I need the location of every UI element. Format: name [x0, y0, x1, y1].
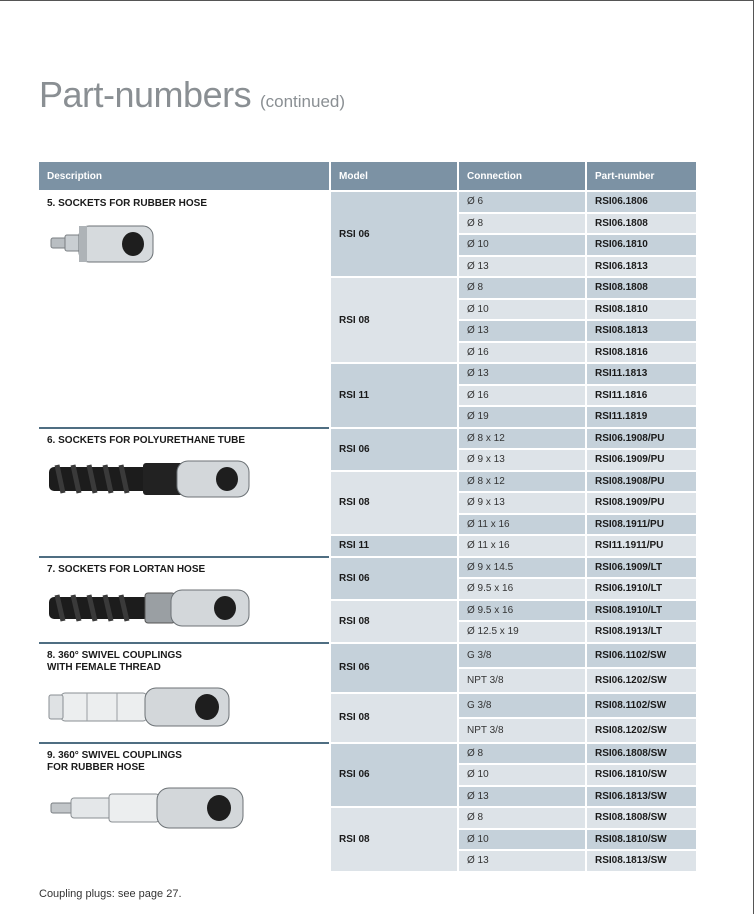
- part-number-cell: RSI08.1808: [586, 277, 696, 299]
- model-cell: RSI 11: [330, 535, 458, 557]
- table-header-row: [39, 162, 696, 191]
- page-title-suffix: (continued): [259, 92, 346, 111]
- part-number-cell: RSI06.1102/SW: [586, 643, 696, 668]
- part-number-cell: RSI11.1816: [586, 385, 696, 407]
- page-title: [39, 74, 345, 116]
- model-cell: RSI 06: [330, 643, 458, 693]
- swivel-female-thread-image: [47, 684, 329, 733]
- part-number-cell: RSI06.1808/SW: [586, 743, 696, 765]
- section-description: [39, 557, 330, 643]
- part-number-cell: RSI08.1810: [586, 299, 696, 321]
- connection-cell: Ø 10: [458, 829, 586, 851]
- header-part-number: Part-number: [586, 162, 696, 191]
- table-row: [39, 743, 696, 765]
- lortan-hose-socket-image: [47, 586, 329, 633]
- rubber-hose-socket-image: [47, 220, 329, 271]
- part-number-cell: RSI08.1908/PU: [586, 471, 696, 493]
- part-number-cell: RSI08.1808/SW: [586, 807, 696, 829]
- part-number-cell: RSI06.1813: [586, 256, 696, 278]
- part-number-cell: RSI06.1909/PU: [586, 449, 696, 471]
- table-row: [39, 191, 696, 213]
- polyurethane-tube-socket-image: [47, 457, 329, 504]
- section-description: [39, 643, 330, 743]
- part-number-cell: RSI08.1202/SW: [586, 718, 696, 743]
- part-numbers-table: [39, 162, 696, 873]
- part-number-cell: RSI06.1908/PU: [586, 428, 696, 450]
- part-number-cell: RSI08.1810/SW: [586, 829, 696, 851]
- connection-cell: Ø 8: [458, 807, 586, 829]
- part-number-cell: RSI11.1911/PU: [586, 535, 696, 557]
- swivel-rubber-hose-image: [47, 784, 329, 835]
- section-description: [39, 191, 330, 428]
- table-row: [39, 643, 696, 668]
- connection-cell: Ø 13: [458, 256, 586, 278]
- page-frame-top: [0, 0, 754, 1]
- section-title: 6. SOCKETS FOR POLYURETHANE TUBE: [47, 434, 245, 446]
- section-title: 9. 360° SWIVEL COUPLINGS FOR RUBBER HOSE: [47, 749, 182, 773]
- connection-cell: Ø 9 x 14.5: [458, 557, 586, 579]
- part-number-cell: RSI08.1910/LT: [586, 600, 696, 622]
- part-number-cell: RSI06.1808: [586, 213, 696, 235]
- part-number-cell: RSI11.1819: [586, 406, 696, 428]
- connection-cell: Ø 16: [458, 342, 586, 364]
- connection-cell: Ø 9 x 13: [458, 492, 586, 514]
- model-cell: RSI 06: [330, 557, 458, 600]
- section-title: 5. SOCKETS FOR RUBBER HOSE: [47, 198, 208, 209]
- header-connection: Connection: [458, 162, 586, 191]
- model-cell: RSI 11: [330, 363, 458, 428]
- connection-cell: Ø 8: [458, 277, 586, 299]
- part-number-cell: RSI06.1810/SW: [586, 764, 696, 786]
- connection-cell: Ø 13: [458, 786, 586, 808]
- table-row: [39, 557, 696, 579]
- connection-cell: NPT 3/8: [458, 718, 586, 743]
- part-number-cell: RSI06.1202/SW: [586, 668, 696, 693]
- part-number-cell: RSI08.1813: [586, 320, 696, 342]
- model-cell: RSI 08: [330, 471, 458, 536]
- model-cell: RSI 06: [330, 743, 458, 808]
- connection-cell: Ø 8 x 12: [458, 428, 586, 450]
- part-number-cell: RSI06.1806: [586, 191, 696, 213]
- connection-cell: Ø 13: [458, 320, 586, 342]
- header-model: Model: [330, 162, 458, 191]
- section-description: [39, 743, 330, 872]
- part-number-cell: RSI06.1910/LT: [586, 578, 696, 600]
- connection-cell: Ø 10: [458, 764, 586, 786]
- model-cell: RSI 08: [330, 693, 458, 743]
- part-number-cell: RSI08.1102/SW: [586, 693, 696, 718]
- connection-cell: Ø 12.5 x 19: [458, 621, 586, 643]
- connection-cell: Ø 13: [458, 850, 586, 872]
- part-number-cell: RSI11.1813: [586, 363, 696, 385]
- part-number-cell: RSI08.1911/PU: [586, 514, 696, 536]
- part-number-cell: RSI08.1816: [586, 342, 696, 364]
- connection-cell: Ø 8: [458, 213, 586, 235]
- table-row: [39, 428, 696, 450]
- connection-cell: Ø 19: [458, 406, 586, 428]
- connection-cell: Ø 10: [458, 299, 586, 321]
- connection-cell: Ø 13: [458, 363, 586, 385]
- connection-cell: Ø 6: [458, 191, 586, 213]
- connection-cell: Ø 11 x 16: [458, 535, 586, 557]
- connection-cell: Ø 16: [458, 385, 586, 407]
- part-number-cell: RSI06.1810: [586, 234, 696, 256]
- section-description: [39, 428, 330, 557]
- connection-cell: Ø 9 x 13: [458, 449, 586, 471]
- footer-note: Coupling plugs: see page 27.: [39, 888, 182, 900]
- header-description: Description: [39, 162, 330, 191]
- connection-cell: G 3/8: [458, 693, 586, 718]
- part-number-cell: RSI08.1909/PU: [586, 492, 696, 514]
- model-cell: RSI 08: [330, 277, 458, 363]
- page-title-main: Part-numbers: [39, 74, 252, 115]
- model-cell: RSI 06: [330, 191, 458, 277]
- connection-cell: Ø 8 x 12: [458, 471, 586, 493]
- section-title: 7. SOCKETS FOR LORTAN HOSE: [47, 563, 206, 575]
- connection-cell: Ø 11 x 16: [458, 514, 586, 536]
- connection-cell: Ø 8: [458, 743, 586, 765]
- model-cell: RSI 08: [330, 807, 458, 872]
- connection-cell: G 3/8: [458, 643, 586, 668]
- part-number-cell: RSI06.1813/SW: [586, 786, 696, 808]
- part-number-cell: RSI08.1913/LT: [586, 621, 696, 643]
- connection-cell: Ø 10: [458, 234, 586, 256]
- part-number-cell: RSI06.1909/LT: [586, 557, 696, 579]
- table-body: [39, 191, 696, 872]
- connection-cell: Ø 9.5 x 16: [458, 578, 586, 600]
- model-cell: RSI 06: [330, 428, 458, 471]
- part-number-cell: RSI08.1813/SW: [586, 850, 696, 872]
- connection-cell: NPT 3/8: [458, 668, 586, 693]
- connection-cell: Ø 9.5 x 16: [458, 600, 586, 622]
- section-title: 8. 360° SWIVEL COUPLINGS WITH FEMALE THREAD: [47, 649, 182, 673]
- model-cell: RSI 08: [330, 600, 458, 643]
